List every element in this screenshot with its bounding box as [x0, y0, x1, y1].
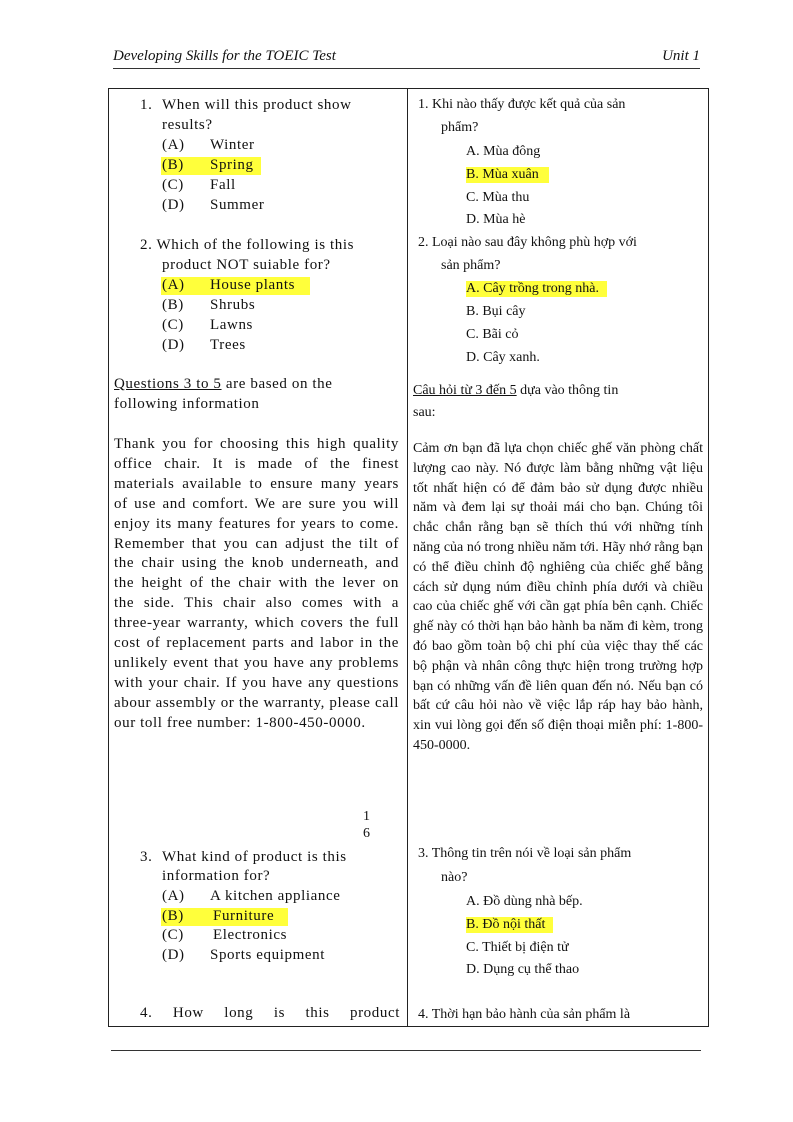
- vi-q3-option-b: B. Đồ nội thất: [466, 917, 553, 933]
- vi-q1-option-d: D. Mùa hè: [466, 212, 526, 227]
- q3-option-b-text: Furniture: [213, 908, 275, 924]
- q3-option-a-letter: (A): [162, 888, 185, 904]
- english-column: [109, 89, 407, 1026]
- q1-option-a-text: Winter: [210, 137, 255, 153]
- q2-stem-line1: 2. Which of the following is this: [140, 237, 355, 253]
- vi-q3-option-a: A. Đồ dùng nhà bếp.: [466, 894, 583, 909]
- vietnamese-column: [408, 89, 708, 1026]
- page-number: [363, 808, 370, 842]
- footer-rule: [111, 1050, 701, 1051]
- q3-stem-line1: What kind of product is this: [162, 849, 347, 865]
- vi-q2-option-c: C. Bãi cỏ: [466, 327, 519, 342]
- vi-q4-stem: 4. Thời hạn bảo hành của sản phẩm là: [418, 1007, 631, 1022]
- q1-option-d-letter: (D): [162, 197, 185, 213]
- q2-stem-line2: product NOT suiable for?: [162, 257, 331, 273]
- vi-intro-rest: dựa vào thông tin: [516, 383, 619, 398]
- vi-q1-stem-line2: phẩm?: [441, 120, 479, 135]
- vi-q2-option-d: D. Cây xanh.: [466, 350, 540, 365]
- q2-option-a-letter: (A): [162, 277, 185, 293]
- vi-q1-option-b: B. Mùa xuân: [466, 167, 549, 183]
- q3-option-b-letter: (B): [162, 908, 184, 924]
- vi-q2-option-a: A. Cây trồng trong nhà.: [466, 281, 607, 297]
- vi-q3-stem-line2: nào?: [441, 870, 468, 885]
- header-unit: Unit 1: [662, 48, 700, 64]
- q3-option-c-text: Electronics: [213, 927, 288, 943]
- vi-q2-stem-line2: sản phẩm?: [441, 258, 501, 273]
- q1-stem-line2: results?: [162, 117, 213, 133]
- english-intro-line2: following information: [114, 396, 260, 412]
- q1-option-b-text: Spring: [210, 157, 254, 173]
- page-number-digit-1: 1: [363, 809, 370, 824]
- q1-option-a-letter: (A): [162, 137, 185, 153]
- q2-option-d-text: Trees: [210, 337, 246, 353]
- english-intro-underlined: Questions 3 to 5: [114, 376, 222, 392]
- vi-intro-underlined: Câu hỏi từ 3 đến 5: [413, 383, 517, 398]
- q3-option-c-letter: (C): [162, 927, 184, 943]
- page-number-digit-2: 6: [363, 826, 370, 841]
- q1-option-d-text: Summer: [210, 197, 265, 213]
- vi-q2-option-b: B. Bụi cây: [466, 304, 526, 319]
- page-header: [113, 46, 700, 69]
- vi-q3-option-c: C. Thiết bị điện tử: [466, 940, 569, 955]
- vi-intro-line2: sau:: [413, 405, 436, 420]
- q2-option-c-letter: (C): [162, 317, 184, 333]
- vi-q1-option-a: A. Mùa đông: [466, 144, 541, 159]
- q3-option-d-letter: (D): [162, 947, 185, 963]
- q4-stem: 4. How long is this product: [140, 1005, 400, 1021]
- q1-option-c-letter: (C): [162, 177, 184, 193]
- q2-option-b-text: Shrubs: [210, 297, 256, 313]
- q1-option-c-text: Fall: [210, 177, 236, 193]
- vi-intro-line1: [413, 383, 618, 399]
- q2-option-c-text: Lawns: [210, 317, 253, 333]
- q1-number: 1.: [140, 97, 153, 113]
- q3-number: 3.: [140, 849, 153, 865]
- q1-stem-line1: When will this product show: [162, 97, 352, 113]
- vi-passage: Cảm ơn bạn đã lựa chọn chiếc ghế văn phòng chất lượng cao này. Nó được làm bằng những vật liệu tốt nhất hiện có để đảm bảo sử dụng được nhiều năm và đem lại sự thoải mái cho bạn. Chúng tôi chắc chắn rằng bạn sẽ thích thú với những tính năng của nó trong nhiều năm tới. Hãy nhớ rằng bạn có thể điều chỉnh độ nghiêng của chiếc ghế bằng cách sử dụng núm điều chỉnh phía dưới và chiều cao của chiếc ghế với cần gạt phía bên cạnh. Chiếc ghế này có thời hạn bảo hành ba năm đi kèm, trong đó bao gồm toàn bộ chi phí của việc thay thế các bộ phận và nhân công thực hiện trong trường hợp bạn có những vấn đề liên quan đến nó. Nếu bạn có bất cứ câu hỏi nào về việc lắp ráp hay bảo hành, xin vui lòng gọi đến số điện thoại miễn phí: 1-800-450-0000.: [413, 441, 703, 753]
- q2-option-a-text: House plants: [210, 277, 296, 293]
- vi-q1-option-c: C. Mùa thu: [466, 190, 530, 205]
- q3-option-a-text: A kitchen appliance: [210, 888, 341, 904]
- english-intro-line1: [114, 376, 333, 393]
- vi-q3-option-d: D. Dụng cụ thể thao: [466, 962, 580, 977]
- q3-stem-line2: information for?: [162, 868, 271, 884]
- english-intro-rest: are based on the: [221, 376, 333, 392]
- header-title: Developing Skills for the TOEIC Test: [113, 48, 336, 64]
- vi-q3-stem-line1: 3. Thông tin trên nói về loại sản phẩm: [418, 846, 632, 861]
- english-passage: Thank you for choosing this high quality office chair. It is made of the finest materials available to ensure many years of use and comfort. We are sure you will enjoy its many features for years to come. Remember that you can adjust the tilt of the chair using the knob underneath, and the height of the chair with the lever on the side. This chair also comes with a three-year warranty, which covers the full cost of replacement parts and labor in the unlikely event that you have any problems with your chair. If you have any questions abour assembly or the warranty, please call our toll free number: 1-800-450-0000.: [114, 436, 399, 731]
- q1-option-b-letter: (B): [162, 157, 184, 173]
- q2-option-b-letter: (B): [162, 297, 184, 313]
- q3-option-d-text: Sports equipment: [210, 947, 326, 963]
- q2-option-d-letter: (D): [162, 337, 185, 353]
- bilingual-table: [108, 88, 709, 1027]
- vi-q1-stem-line1: 1. Khi nào thấy được kết quả của sản: [418, 97, 626, 112]
- vi-q2-stem-line1: 2. Loại nào sau đây không phù hợp với: [418, 235, 637, 250]
